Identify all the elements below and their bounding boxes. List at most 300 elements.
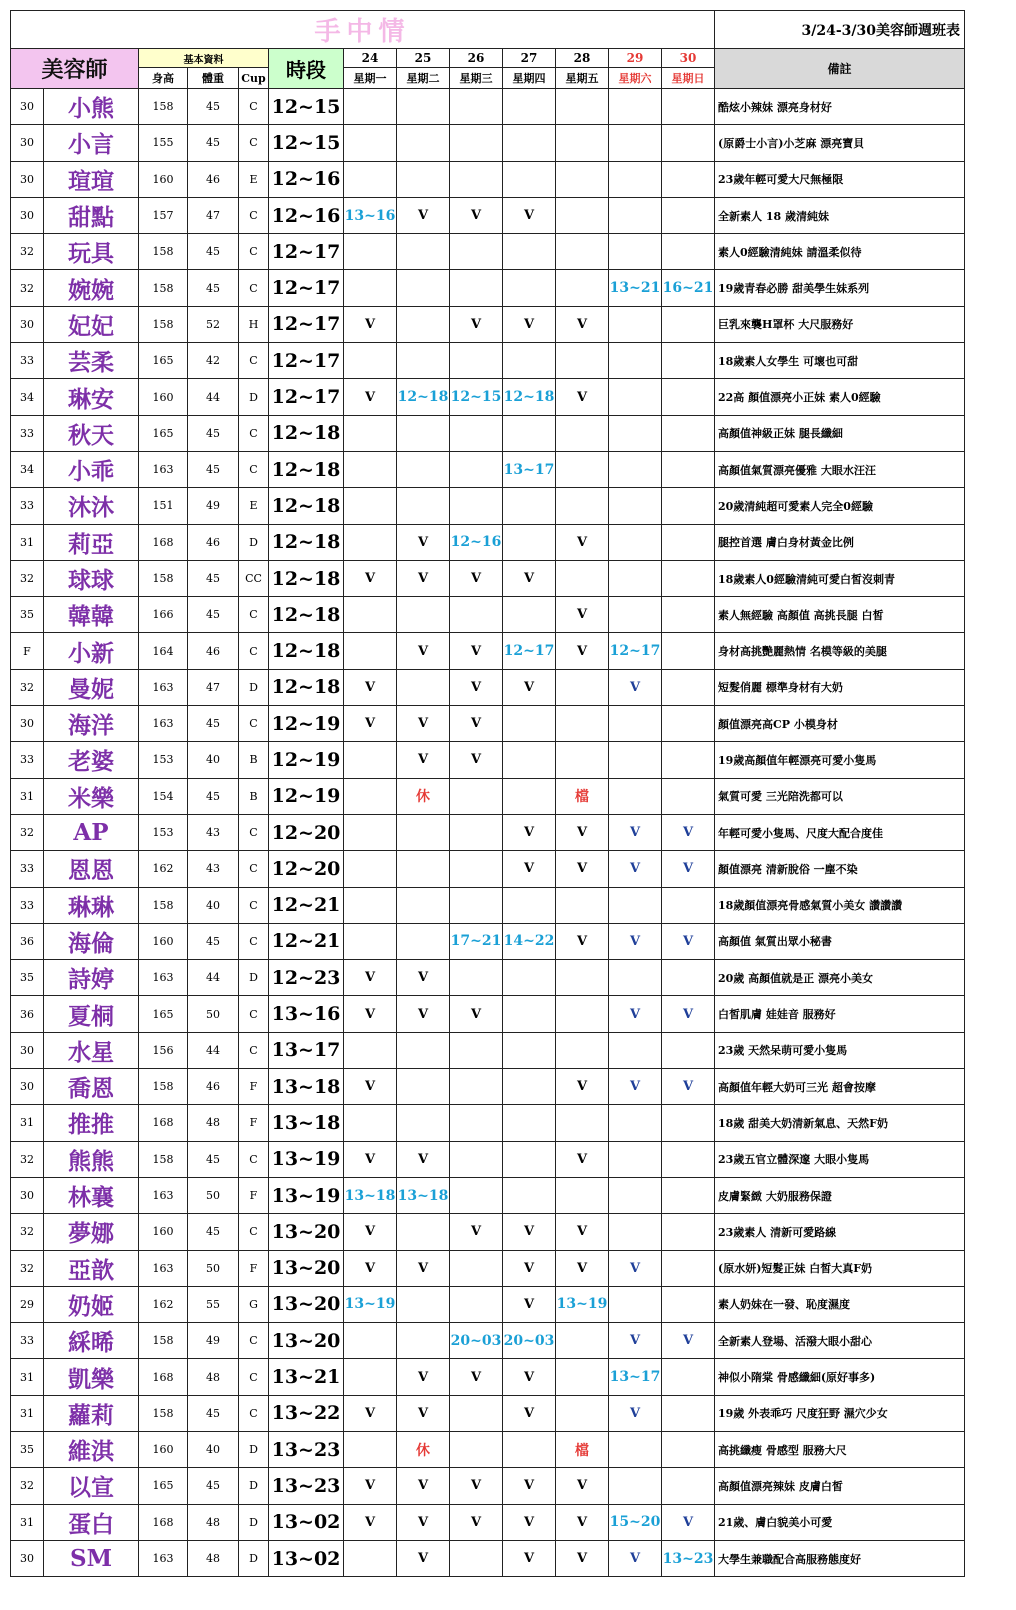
height-cell: 156 — [139, 1032, 188, 1068]
shift-cell: V — [556, 1141, 609, 1177]
beautician-name: 米樂 — [44, 778, 139, 814]
table-row — [11, 1431, 965, 1467]
height-cell: 158 — [139, 89, 188, 125]
shift-cell — [556, 415, 609, 451]
shift-cell — [503, 343, 556, 379]
shift-cell — [609, 960, 662, 996]
shift-cell — [397, 488, 450, 524]
age-cell: 33 — [11, 488, 44, 524]
note-cell: 18歲 甜美大奶清新氣息、天然F奶 — [715, 1105, 965, 1141]
shift-cell: V — [503, 1214, 556, 1250]
height-cell: 158 — [139, 234, 188, 270]
weight-cell: 46 — [188, 633, 239, 669]
shift-cell: V — [662, 1323, 715, 1359]
shift-cell — [662, 161, 715, 197]
note-cell: 高顏值漂亮辣妹 皮膚白皙 — [715, 1468, 965, 1504]
shift-cell — [609, 887, 662, 923]
shift-cell — [503, 597, 556, 633]
shift-cell — [662, 1105, 715, 1141]
table-row — [11, 197, 965, 233]
shift-cell: V — [450, 1214, 503, 1250]
shift-cell — [397, 923, 450, 959]
height-cell: 163 — [139, 1250, 188, 1286]
shift-cell — [556, 887, 609, 923]
shift-cell — [556, 560, 609, 596]
weight-cell: 55 — [188, 1286, 239, 1322]
note-cell: 23歲年輕可愛大尺無極限 — [715, 161, 965, 197]
shift-cell: V — [397, 996, 450, 1032]
shift-cell — [556, 197, 609, 233]
shift-cell — [609, 1286, 662, 1322]
shift-cell — [662, 379, 715, 415]
cup-cell: H — [239, 306, 269, 342]
shift-cell: V — [344, 1250, 397, 1286]
shift-cell — [556, 270, 609, 306]
age-cell: 30 — [11, 706, 44, 742]
shift-cell — [397, 597, 450, 633]
shift-cell: V — [556, 1250, 609, 1286]
shift-cell — [503, 887, 556, 923]
shift-cell — [609, 524, 662, 560]
shift-cell: 休 — [397, 1431, 450, 1467]
note-cell: 素人0經驗清純妹 請溫柔似待 — [715, 234, 965, 270]
shift-cell: V — [344, 706, 397, 742]
weight-cell: 45 — [188, 778, 239, 814]
shift-cell: V — [609, 851, 662, 887]
shift-cell — [344, 778, 397, 814]
beautician-name: 亞歆 — [44, 1250, 139, 1286]
beautician-name: 沐沐 — [44, 488, 139, 524]
shift-cell — [662, 89, 715, 125]
weekday-header: 星期六 — [609, 68, 662, 89]
shift-cell — [503, 488, 556, 524]
beautician-name: 韓韓 — [44, 597, 139, 633]
weight-cell: 45 — [188, 1395, 239, 1431]
shift-cell: V — [556, 633, 609, 669]
shift-cell: V — [397, 633, 450, 669]
weight-cell: 45 — [188, 415, 239, 451]
weight-cell: 52 — [188, 306, 239, 342]
shift-cell: V — [397, 1504, 450, 1540]
table-row — [11, 343, 965, 379]
cup-cell: D — [239, 960, 269, 996]
time-slot-cell: 13~23 — [269, 1468, 344, 1504]
height-cell: 168 — [139, 1359, 188, 1395]
age-cell: 32 — [11, 1468, 44, 1504]
shift-cell: V — [609, 669, 662, 705]
beautician-name: 海洋 — [44, 706, 139, 742]
note-cell: 高顏值神級正妹 腿長纖細 — [715, 415, 965, 451]
shift-cell — [397, 851, 450, 887]
time-slot-cell: 12~17 — [269, 270, 344, 306]
shift-cell — [503, 706, 556, 742]
cup-cell: C — [239, 1032, 269, 1068]
beautician-name: 小乖 — [44, 451, 139, 487]
date-header: 26 — [450, 49, 503, 68]
table-row — [11, 1069, 965, 1105]
sheet-title: 手中情 — [11, 11, 715, 49]
note-cell: 23歲 天然呆萌可愛小隻馬 — [715, 1032, 965, 1068]
shift-cell: V — [503, 306, 556, 342]
shift-cell — [609, 415, 662, 451]
age-cell: 31 — [11, 1359, 44, 1395]
shift-cell — [397, 89, 450, 125]
weight-cell: 45 — [188, 125, 239, 161]
table-row — [11, 89, 965, 125]
beautician-name: 夢娜 — [44, 1214, 139, 1250]
shift-cell — [397, 669, 450, 705]
shift-cell — [503, 415, 556, 451]
shift-cell — [397, 451, 450, 487]
weight-cell: 48 — [188, 1359, 239, 1395]
height-cell: 163 — [139, 960, 188, 996]
note-cell: 全新素人 18 歲清純妹 — [715, 197, 965, 233]
beautician-name: 水星 — [44, 1032, 139, 1068]
shift-cell — [344, 597, 397, 633]
weight-cell: 40 — [188, 887, 239, 923]
cup-header: Cup — [239, 68, 269, 89]
shift-cell: V — [503, 1468, 556, 1504]
shift-cell: V — [450, 560, 503, 596]
shift-cell: 16~21 — [662, 270, 715, 306]
time-slot-cell: 12~17 — [269, 343, 344, 379]
weekday-header: 星期三 — [450, 68, 503, 89]
shift-cell: V — [556, 306, 609, 342]
shift-cell — [609, 597, 662, 633]
note-cell: 年輕可愛小隻馬、尺度大配合度佳 — [715, 814, 965, 850]
time-slot-cell: 13~19 — [269, 1177, 344, 1213]
shift-cell — [397, 1032, 450, 1068]
height-cell: 160 — [139, 379, 188, 415]
height-cell: 158 — [139, 1141, 188, 1177]
shift-cell — [397, 125, 450, 161]
weight-cell: 49 — [188, 488, 239, 524]
shift-cell: V — [397, 197, 450, 233]
time-slot-cell: 13~20 — [269, 1250, 344, 1286]
shift-cell: 12~17 — [503, 633, 556, 669]
beautician-name: 喬恩 — [44, 1069, 139, 1105]
shift-cell — [397, 415, 450, 451]
shift-cell: V — [503, 851, 556, 887]
shift-cell: V — [344, 669, 397, 705]
shift-cell — [503, 1431, 556, 1467]
age-cell: 30 — [11, 89, 44, 125]
shift-cell — [503, 125, 556, 161]
shift-cell — [344, 851, 397, 887]
shift-cell: 13~18 — [397, 1177, 450, 1213]
table-row — [11, 778, 965, 814]
age-cell: 31 — [11, 1395, 44, 1431]
cup-cell: B — [239, 778, 269, 814]
shift-cell — [450, 887, 503, 923]
time-slot-cell: 12~15 — [269, 89, 344, 125]
shift-cell — [450, 1069, 503, 1105]
shift-cell: V — [503, 1359, 556, 1395]
age-cell: 30 — [11, 1069, 44, 1105]
weight-cell: 45 — [188, 923, 239, 959]
cup-cell: D — [239, 669, 269, 705]
weight-cell: 45 — [188, 1141, 239, 1177]
time-slot-cell: 12~15 — [269, 125, 344, 161]
beautician-name: 詩婷 — [44, 960, 139, 996]
shift-cell — [344, 343, 397, 379]
shift-cell: V — [503, 1504, 556, 1540]
shift-cell — [450, 343, 503, 379]
shift-cell: 13~21 — [609, 270, 662, 306]
note-header: 備註 — [715, 49, 965, 89]
table-row — [11, 996, 965, 1032]
shift-cell — [503, 1141, 556, 1177]
shift-cell — [609, 197, 662, 233]
shift-cell: V — [397, 1141, 450, 1177]
weight-cell: 45 — [188, 89, 239, 125]
shift-cell: V — [344, 1395, 397, 1431]
shift-cell — [344, 1359, 397, 1395]
table-row — [11, 1286, 965, 1322]
time-slot-cell: 12~18 — [269, 524, 344, 560]
weight-cell: 48 — [188, 1105, 239, 1141]
shift-cell — [450, 125, 503, 161]
table-row — [11, 125, 965, 161]
height-cell: 158 — [139, 1323, 188, 1359]
shift-cell — [609, 488, 662, 524]
height-cell: 157 — [139, 197, 188, 233]
time-slot-cell: 12~18 — [269, 415, 344, 451]
shift-cell — [344, 488, 397, 524]
note-cell: 短髮俏麗 標準身材有大奶 — [715, 669, 965, 705]
shift-cell: V — [662, 851, 715, 887]
shift-cell — [662, 234, 715, 270]
age-cell: 32 — [11, 814, 44, 850]
shift-cell: V — [609, 1069, 662, 1105]
shift-cell — [450, 415, 503, 451]
table-row — [11, 669, 965, 705]
age-cell: 31 — [11, 524, 44, 560]
shift-cell: V — [556, 851, 609, 887]
time-slot-cell: 13~21 — [269, 1359, 344, 1395]
shift-cell: V — [556, 1540, 609, 1576]
table-row — [11, 960, 965, 996]
time-slot-cell: 12~18 — [269, 560, 344, 596]
cup-cell: C — [239, 197, 269, 233]
weight-cell: 45 — [188, 270, 239, 306]
shift-cell: V — [450, 633, 503, 669]
shift-cell: V — [556, 1214, 609, 1250]
shift-cell — [556, 742, 609, 778]
shift-cell: V — [556, 597, 609, 633]
cup-cell: E — [239, 488, 269, 524]
shift-cell — [344, 814, 397, 850]
weight-header: 體重 — [188, 68, 239, 89]
beautician-name: 玩具 — [44, 234, 139, 270]
age-cell: 34 — [11, 451, 44, 487]
time-slot-cell: 13~16 — [269, 996, 344, 1032]
height-cell: 160 — [139, 923, 188, 959]
shift-cell: V — [503, 197, 556, 233]
shift-cell — [397, 814, 450, 850]
shift-cell: V — [397, 1359, 450, 1395]
cup-cell: C — [239, 1323, 269, 1359]
shift-cell — [609, 1032, 662, 1068]
shift-cell — [609, 1177, 662, 1213]
height-cell: 155 — [139, 125, 188, 161]
note-cell: 高顏值氣質漂亮優雅 大眼水汪汪 — [715, 451, 965, 487]
height-cell: 163 — [139, 669, 188, 705]
shift-cell — [556, 161, 609, 197]
weight-cell: 50 — [188, 996, 239, 1032]
shift-cell — [344, 742, 397, 778]
shift-cell: 12~15 — [450, 379, 503, 415]
table-row — [11, 742, 965, 778]
cup-cell: F — [239, 1105, 269, 1141]
time-slot-cell: 13~02 — [269, 1540, 344, 1576]
shift-cell — [450, 1286, 503, 1322]
time-slot-cell: 12~18 — [269, 451, 344, 487]
age-cell: 33 — [11, 742, 44, 778]
table-row — [11, 1105, 965, 1141]
date-header: 24 — [344, 49, 397, 68]
time-slot-cell: 13~18 — [269, 1069, 344, 1105]
time-slot-cell: 12~20 — [269, 814, 344, 850]
cup-cell: C — [239, 814, 269, 850]
shift-cell — [344, 1323, 397, 1359]
note-cell: 腿控首選 膚白身材黃金比例 — [715, 524, 965, 560]
beautician-name: 維淇 — [44, 1431, 139, 1467]
shift-cell: V — [344, 1504, 397, 1540]
shift-cell — [556, 1105, 609, 1141]
weekday-header: 星期四 — [503, 68, 556, 89]
cup-cell: C — [239, 234, 269, 270]
shift-cell: V — [344, 960, 397, 996]
shift-cell — [609, 1431, 662, 1467]
shift-cell: 13~16 — [344, 197, 397, 233]
shift-cell: V — [450, 742, 503, 778]
time-slot-cell: 13~23 — [269, 1431, 344, 1467]
table-row — [11, 270, 965, 306]
height-cell: 151 — [139, 488, 188, 524]
weight-cell: 44 — [188, 379, 239, 415]
table-row — [11, 1540, 965, 1576]
table-row — [11, 887, 965, 923]
time-slot-cell: 12~19 — [269, 778, 344, 814]
shift-cell — [344, 415, 397, 451]
shift-cell: V — [397, 1540, 450, 1576]
shift-cell — [556, 125, 609, 161]
shift-cell: V — [609, 1540, 662, 1576]
shift-cell — [609, 306, 662, 342]
note-cell: 20歲 高顏值就是正 漂亮小美女 — [715, 960, 965, 996]
shift-cell — [503, 1032, 556, 1068]
cup-cell: F — [239, 1069, 269, 1105]
weight-cell: 43 — [188, 851, 239, 887]
shift-cell: 13~18 — [344, 1177, 397, 1213]
beautician-name: 甜點 — [44, 197, 139, 233]
cup-cell: B — [239, 742, 269, 778]
shift-cell: 20~03 — [503, 1323, 556, 1359]
shift-cell — [503, 89, 556, 125]
shift-cell — [344, 451, 397, 487]
cup-cell: E — [239, 161, 269, 197]
shift-cell: V — [344, 1141, 397, 1177]
cup-cell: C — [239, 633, 269, 669]
weight-cell: 45 — [188, 234, 239, 270]
beautician-name: 秋天 — [44, 415, 139, 451]
cup-cell: C — [239, 451, 269, 487]
shift-cell — [609, 742, 662, 778]
note-cell: 19歲 外表乖巧 尺度狂野 濕穴少女 — [715, 1395, 965, 1431]
age-cell: 30 — [11, 197, 44, 233]
weekday-header: 星期日 — [662, 68, 715, 89]
weekday-header: 星期一 — [344, 68, 397, 89]
shift-cell — [344, 923, 397, 959]
shift-cell: V — [609, 996, 662, 1032]
cup-cell: C — [239, 887, 269, 923]
shift-cell: V — [503, 1286, 556, 1322]
shift-cell — [503, 234, 556, 270]
age-cell: 34 — [11, 379, 44, 415]
shift-cell: V — [556, 814, 609, 850]
age-cell: 30 — [11, 306, 44, 342]
shift-cell: V — [503, 560, 556, 596]
cup-cell: C — [239, 89, 269, 125]
weight-cell: 45 — [188, 597, 239, 633]
table-row — [11, 234, 965, 270]
time-slot-cell: 12~19 — [269, 706, 344, 742]
shift-cell: V — [344, 1468, 397, 1504]
shift-cell — [662, 1177, 715, 1213]
shift-cell — [609, 1214, 662, 1250]
shift-cell — [609, 1468, 662, 1504]
shift-cell — [397, 343, 450, 379]
shift-cell — [344, 633, 397, 669]
shift-cell: V — [556, 379, 609, 415]
shift-cell — [556, 669, 609, 705]
shift-cell: V — [450, 1359, 503, 1395]
age-cell: 32 — [11, 1141, 44, 1177]
shift-cell: 檔 — [556, 1431, 609, 1467]
height-cell: 160 — [139, 161, 188, 197]
time-slot-cell: 12~21 — [269, 887, 344, 923]
weight-cell: 47 — [188, 669, 239, 705]
shift-cell — [397, 234, 450, 270]
shift-cell — [556, 960, 609, 996]
shift-cell — [450, 270, 503, 306]
time-slot-cell: 12~23 — [269, 960, 344, 996]
shift-cell: V — [450, 996, 503, 1032]
shift-cell — [344, 887, 397, 923]
time-slot-cell: 12~16 — [269, 161, 344, 197]
shift-cell — [450, 814, 503, 850]
shift-cell: V — [662, 996, 715, 1032]
note-cell: 19歲青春必勝 甜美學生妹系列 — [715, 270, 965, 306]
height-cell: 160 — [139, 1214, 188, 1250]
cup-cell: C — [239, 1214, 269, 1250]
schedule-rows — [11, 89, 965, 1577]
note-cell: (原爵士小言)小芝麻 漂亮寶貝 — [715, 125, 965, 161]
shift-cell — [503, 742, 556, 778]
beautician-name: 妃妃 — [44, 306, 139, 342]
age-cell: F — [11, 633, 44, 669]
date-header: 30 — [662, 49, 715, 68]
shift-cell — [397, 1323, 450, 1359]
cup-cell: C — [239, 415, 269, 451]
height-cell: 163 — [139, 1177, 188, 1213]
beautician-name: 恩恩 — [44, 851, 139, 887]
beautician-name: 小熊 — [44, 89, 139, 125]
shift-cell — [397, 1105, 450, 1141]
beautician-name: 蘿莉 — [44, 1395, 139, 1431]
note-cell: 全新素人登場、活潑大眼小甜心 — [715, 1323, 965, 1359]
